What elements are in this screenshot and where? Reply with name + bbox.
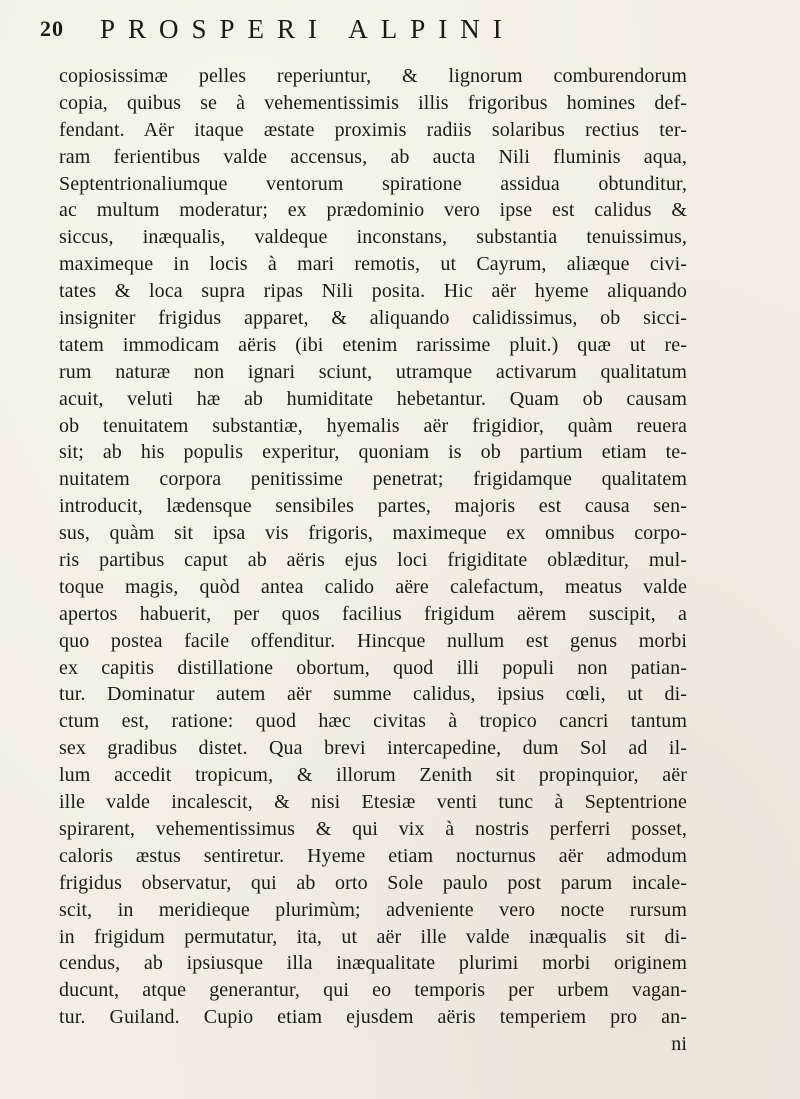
text-line: caloris æstus sentiretur. Hyeme etiam nocturnus aër admodum xyxy=(59,844,687,867)
text-line: copia, quibus se à vehementissimis illis frigoribus homines def- xyxy=(59,91,687,114)
text-line: rum naturæ non ignari sciunt, utramque activarum qualitatum xyxy=(59,360,687,383)
text-line: ille valde incalescit, & nisi Etesiæ venti tunc à Septentrione xyxy=(59,791,687,814)
text-line: Septentrionaliumque ventorum spiratione assidua obtunditur, xyxy=(59,172,687,195)
text-line: ni xyxy=(671,1033,687,1056)
text-line: cendus, ab ipsiusque illa inæqualitate plurimi morbi originem xyxy=(59,952,687,975)
text-line: copiosissimæ pelles reperiuntur, & lignorum comburendorum xyxy=(59,65,687,87)
text-line: fendant. Aër itaque æstate proximis radiis solaribus rectius ter- xyxy=(59,118,687,141)
text-line: tur. Guiland. Cupio etiam ejusdem aëris temperiem pro an- xyxy=(59,1006,687,1029)
body-text xyxy=(59,63,687,1058)
text-line: ctum est, ratione: quod hæc civitas à tropico cancri tantum xyxy=(59,710,687,733)
text-line: ac multum moderatur; ex prædominio vero ipse est calidus & xyxy=(59,199,687,222)
text-line: acuit, veluti hæ ab humiditate hebetantur. Quam ob causam xyxy=(59,387,687,410)
page-number: 20 xyxy=(40,16,64,41)
text-line: tates & loca supra ripas Nili posita. Hic aër hyeme aliquando xyxy=(59,280,687,303)
text-line: lum accedit tropicum, & illorum Zenith sit propinquior, aër xyxy=(59,764,687,787)
text-line: introducit, lædensque sensibiles partes, majoris est causa sen- xyxy=(59,495,687,518)
text-line: in frigidum permutatur, ita, ut aër ille valde inæqualis sit di- xyxy=(59,925,687,948)
text-line: sex gradibus distet. Qua brevi intercapedine, dum Sol ad il- xyxy=(59,737,687,760)
text-line: sus, quàm sit ipsa vis frigoris, maximeque ex omnibus corpo- xyxy=(59,522,687,545)
running-title: PROSPERI ALPINI xyxy=(100,14,515,44)
text-line: ducunt, atque generantur, qui eo temporis per urbem vagan- xyxy=(59,979,687,1002)
text-line: spirarent, vehementissimus & qui vix à nostris perferri posset, xyxy=(59,817,687,840)
text-line: apertos habuerit, per quos facilius frigidum aërem suscipit, a xyxy=(59,602,687,625)
text-line: ris partibus caput ab aëris ejus loci frigiditate oblæditur, mul- xyxy=(59,549,687,572)
text-line: tatem immodicam aëris (ibi etenim rarissime pluit.) quæ ut re- xyxy=(59,333,687,356)
text-line: frigidus observatur, qui ab orto Sole paulo post parum incale- xyxy=(59,871,687,894)
text-line: siccus, inæqualis, valdeque inconstans, substantia tenuissimus, xyxy=(59,226,687,249)
text-line: scit, in meridieque plurimùm; adveniente vero nocte rursum xyxy=(59,898,687,921)
text-line: ex capitis distillatione obortum, quod illi populi non patian- xyxy=(59,656,687,679)
text-line: maximeque in locis à mari remotis, ut Cayrum, aliæque civi- xyxy=(59,253,687,276)
text-line: quo postea facile offenditur. Hincque nullum est genus morbi xyxy=(59,629,687,652)
text-line: tur. Dominatur autem aër summe calidus, ipsius cœli, ut di- xyxy=(59,683,687,706)
text-line: sit; ab his populis experitur, quoniam is ob partium etiam te- xyxy=(59,441,687,464)
page-header xyxy=(40,14,700,54)
text-line: insigniter frigidus apparet, & aliquando calidissimus, ob sicci- xyxy=(59,307,687,330)
text-line: ob tenuitatem substantiæ, hyemalis aër frigidior, quàm reuera xyxy=(59,414,687,437)
text-line: toque magis, quòd antea calido aëre calefactum, meatus valde xyxy=(59,575,687,598)
text-line: ram ferientibus valde accensus, ab aucta Nili fluminis aqua, xyxy=(59,145,687,168)
text-line: nuitatem corpora penitissime penetrat; frigidamque qualitatem xyxy=(59,468,687,491)
